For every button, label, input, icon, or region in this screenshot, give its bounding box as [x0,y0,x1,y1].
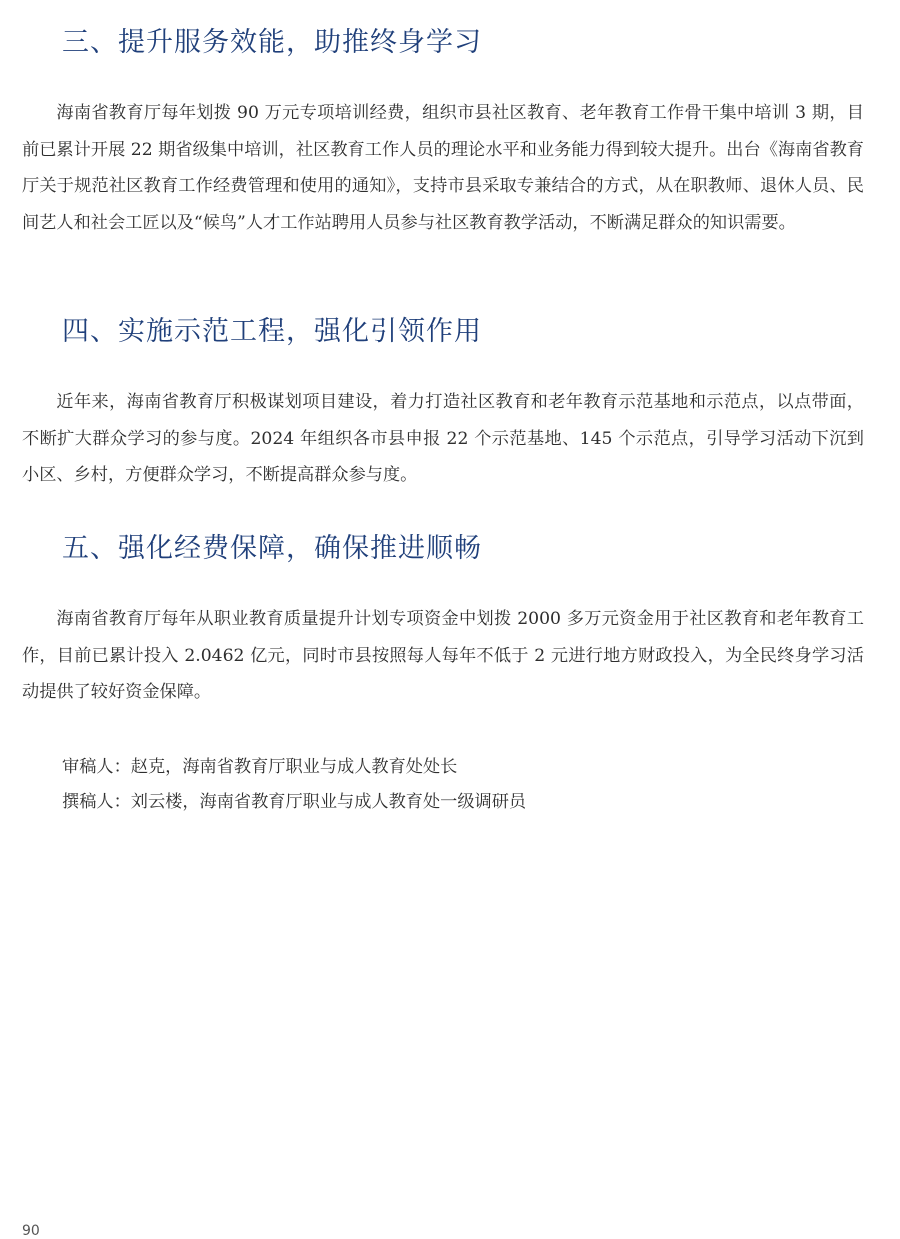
article-credits [62,750,862,820]
author-credit: 撰稿人：刘云楼，海南省教育厅职业与成人教育处一级调研员 [62,792,527,812]
reviewer-credit: 审稿人：赵克，海南省教育厅职业与成人教育处处长 [62,757,458,777]
section-paragraph: 近年来，海南省教育厅积极谋划项目建设，着力打造社区教育和老年教育示范基地和示范点，以点带面，不断扩大群众学习的参与度。2024 年组织各市县申报 22 个示范基地、145 个示范点，引导学习活动下沉到小区、乡村，方便群众学习，不断提高群众参与度。 [22,392,864,486]
section-heading: 四、实施示范工程，强化引领作用 [62,316,482,347]
section-paragraph: 海南省教育厅每年划拨 90 万元专项培训经费，组织市县社区教育、老年教育工作骨干集中培训 3 期，目前已累计开展 22 期省级集中培训，社区教育工作人员的理论水平和业务能力得到较大提升。出台《海南省教育厅关于规范社区教育工作经费管理和使用的通知》，支持市县采取专兼结合的方式，从在职教师、退休人员、民间艺人和社会工匠以及“候鸟”人才工作站聘用人员参与社区教育教学活动，不断满足群众的知识需要。 [22,103,864,234]
section-paragraph: 海南省教育厅每年从职业教育质量提升计划专项资金中划拨 2000 多万元资金用于社区教育和老年教育工作，目前已累计投入 2.0462 亿元，同时市县按照每人每年不低于 2 元进行地方财政投入，为全民终身学习活动提供了较好资金保障。 [22,609,864,703]
section-funding-guarantee [22,532,864,711]
page-number: 90 [22,1223,40,1239]
section-demonstration-project [22,315,864,494]
section-service-efficiency [22,26,864,242]
section-heading: 五、强化经费保障，确保推进顺畅 [62,533,482,564]
section-heading: 三、提升服务效能，助推终身学习 [62,27,482,58]
